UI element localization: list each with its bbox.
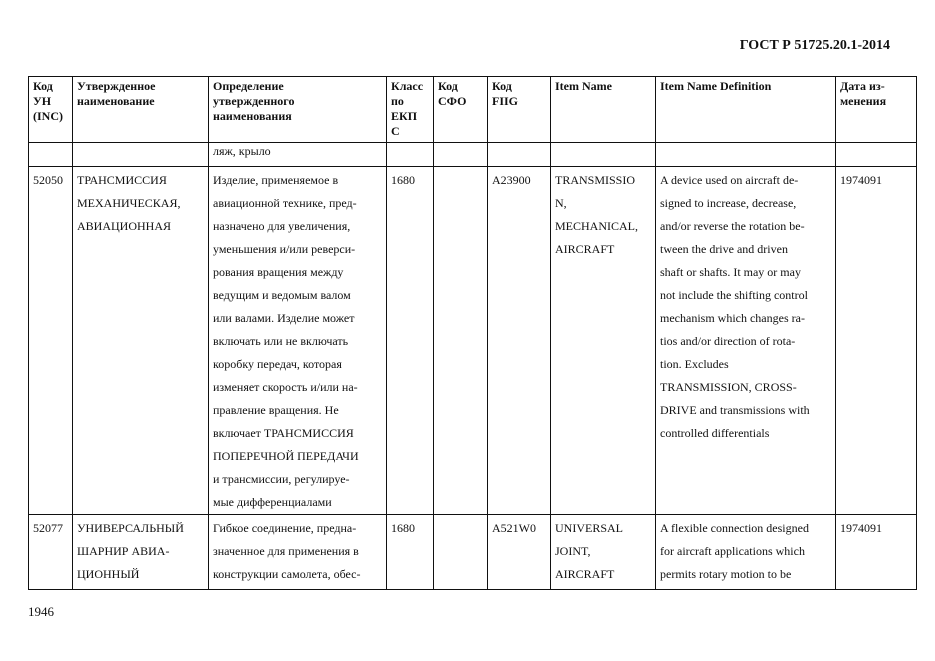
approved-name: УНИВЕРСАЛЬНЫЙ ШАРНИР АВИА- ЦИОННЫЙ xyxy=(73,515,209,590)
inc-code: 52050 xyxy=(29,167,73,515)
col-header-fiig: Код FIIG xyxy=(488,77,551,143)
definition-ru: Гибкое соединение, предна- значенное для применения в конструкции самолета, обес- xyxy=(209,515,387,590)
change-date: 1974091 xyxy=(836,167,917,515)
item-name-definition: A device used on aircraft de- signed to increase, decrease, and/or reverse the rotation be- tween the drive and driven shaft or shafts. It may or may not include the shifting control mechanism which changes ra- tios and/or direction of rota- tion. Excludes TRANSMISSION, CROSS- DRIVE and transmissions with controlled differentials xyxy=(656,167,836,515)
continuation-definition: ляж, крыло xyxy=(209,143,387,167)
col-header-approved-name: Утвержденное наименование xyxy=(73,77,209,143)
inc-code: 52077 xyxy=(29,515,73,590)
definition-ru: Изделие, применяемое в авиационной технике, пред- назначено для увеличения, уменьшения и/или реверси- рования вращения между ведущим и ведомым валом или валами. Изделие может включать или не включать коробку передач, которая изменяет скорость и/или на- правление вращения. Не включает ТРАНСМИССИЯ ПОПЕРЕЧНОЙ ПЕРЕДАЧИ и трансмиссии, регулируе- мые дифференциалами xyxy=(209,167,387,515)
col-header-item-name: Item Name xyxy=(551,77,656,143)
col-header-class: Класс по ЕКП С xyxy=(387,77,434,143)
approved-name: ТРАНСМИССИЯ МЕХАНИЧЕСКАЯ, АВИАЦИОННАЯ xyxy=(73,167,209,515)
table-header-row xyxy=(29,77,917,143)
class-code: 1680 xyxy=(387,167,434,515)
continuation-row xyxy=(29,143,917,167)
change-date: 1974091 xyxy=(836,515,917,590)
nomenclature-table xyxy=(28,76,917,590)
class-code: 1680 xyxy=(387,515,434,590)
col-header-item-definition: Item Name Definition xyxy=(656,77,836,143)
page-number: 1946 xyxy=(28,604,54,619)
fiig-code: A23900 xyxy=(488,167,551,515)
fiig-code: A521W0 xyxy=(488,515,551,590)
item-name: UNIVERSAL JOINT, AIRCRAFT xyxy=(551,515,656,590)
col-header-definition: Определение утвержденного наименования xyxy=(209,77,387,143)
item-name-definition: A flexible connection designed for aircraft applications which permits rotary motion to be xyxy=(656,515,836,590)
sfo-code xyxy=(434,167,488,515)
document-code: ГОСТ Р 51725.20.1-2014 xyxy=(739,38,890,53)
table-row xyxy=(29,515,917,590)
sfo-code xyxy=(434,515,488,590)
col-header-change-date: Дата из- менения xyxy=(836,77,917,143)
item-name: TRANSMISSIO N, MECHANICAL, AIRCRAFT xyxy=(551,167,656,515)
col-header-sfo: Код СФО xyxy=(434,77,488,143)
table-row xyxy=(29,167,917,515)
col-header-inc: Код УН (INC) xyxy=(29,77,73,143)
